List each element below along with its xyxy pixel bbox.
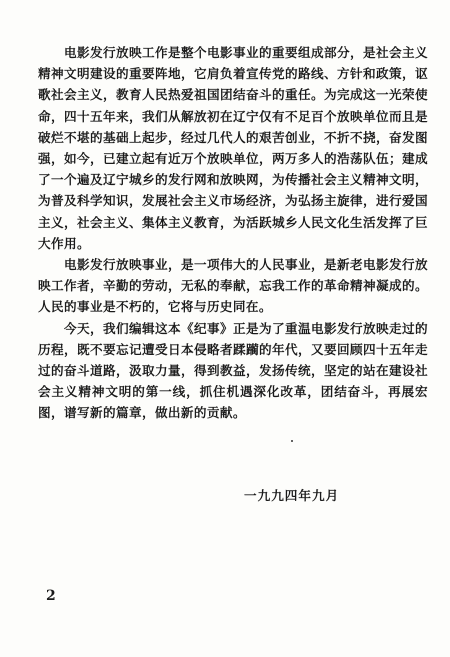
paragraph-1: 电影发行放映工作是整个电影事业的重要组成部分，是社会主义精神文明建设的重要阵地，它肩负着宣传党的路线、方针和政策，讴歌社会主义，教育人民热爱祖国团结奋斗的重任。为完成这一光荣使命，四十五年来，我们从解放初在辽宁仅有不足百个放映单位而且是破烂不堪的基础上起步，经过几代人的艰苦创业，不折不挠，奋发图强，如今，已建立起有近万个放映单位，两万多人的浩荡队伍；建成了一个遍及辽宁城乡的发行网和放映网，为传播社会主义精神文明，为普及科学知识，发展社会主义市场经济，为弘扬主旋律，进行爱国主义，社会主义、集体主义教育，为活跃城乡人民文化生活发挥了巨大作用。 <box>38 45 428 251</box>
page-number: 2 <box>46 588 56 604</box>
scan-speck <box>291 440 293 442</box>
paragraph-3: 今天，我们编辑这本《纪事》正是为了重温电影发行放映走过的历程，既不要忘记遭受日本侵略者蹂躏的年代，又要回顾四十五年走过的奋斗道路，汲取力量，得到教益，发扬传统，坚定的站在建设社会主义精神文明的第一线，抓住机遇深化改革，团结奋斗，再展宏图，谱写新的篇章，做出新的贡献。 <box>38 320 428 421</box>
paragraph-2: 电影发行放映事业，是一项伟大的人民事业，是新老电影发行放映工作者，辛勤的劳动，无私的奉献，忘我工作的革命精神凝成的。人民的事业是不朽的，它将与历史同在。 <box>38 257 428 315</box>
date-line: 一九九四年九月 <box>244 488 340 503</box>
body-text <box>38 42 428 424</box>
